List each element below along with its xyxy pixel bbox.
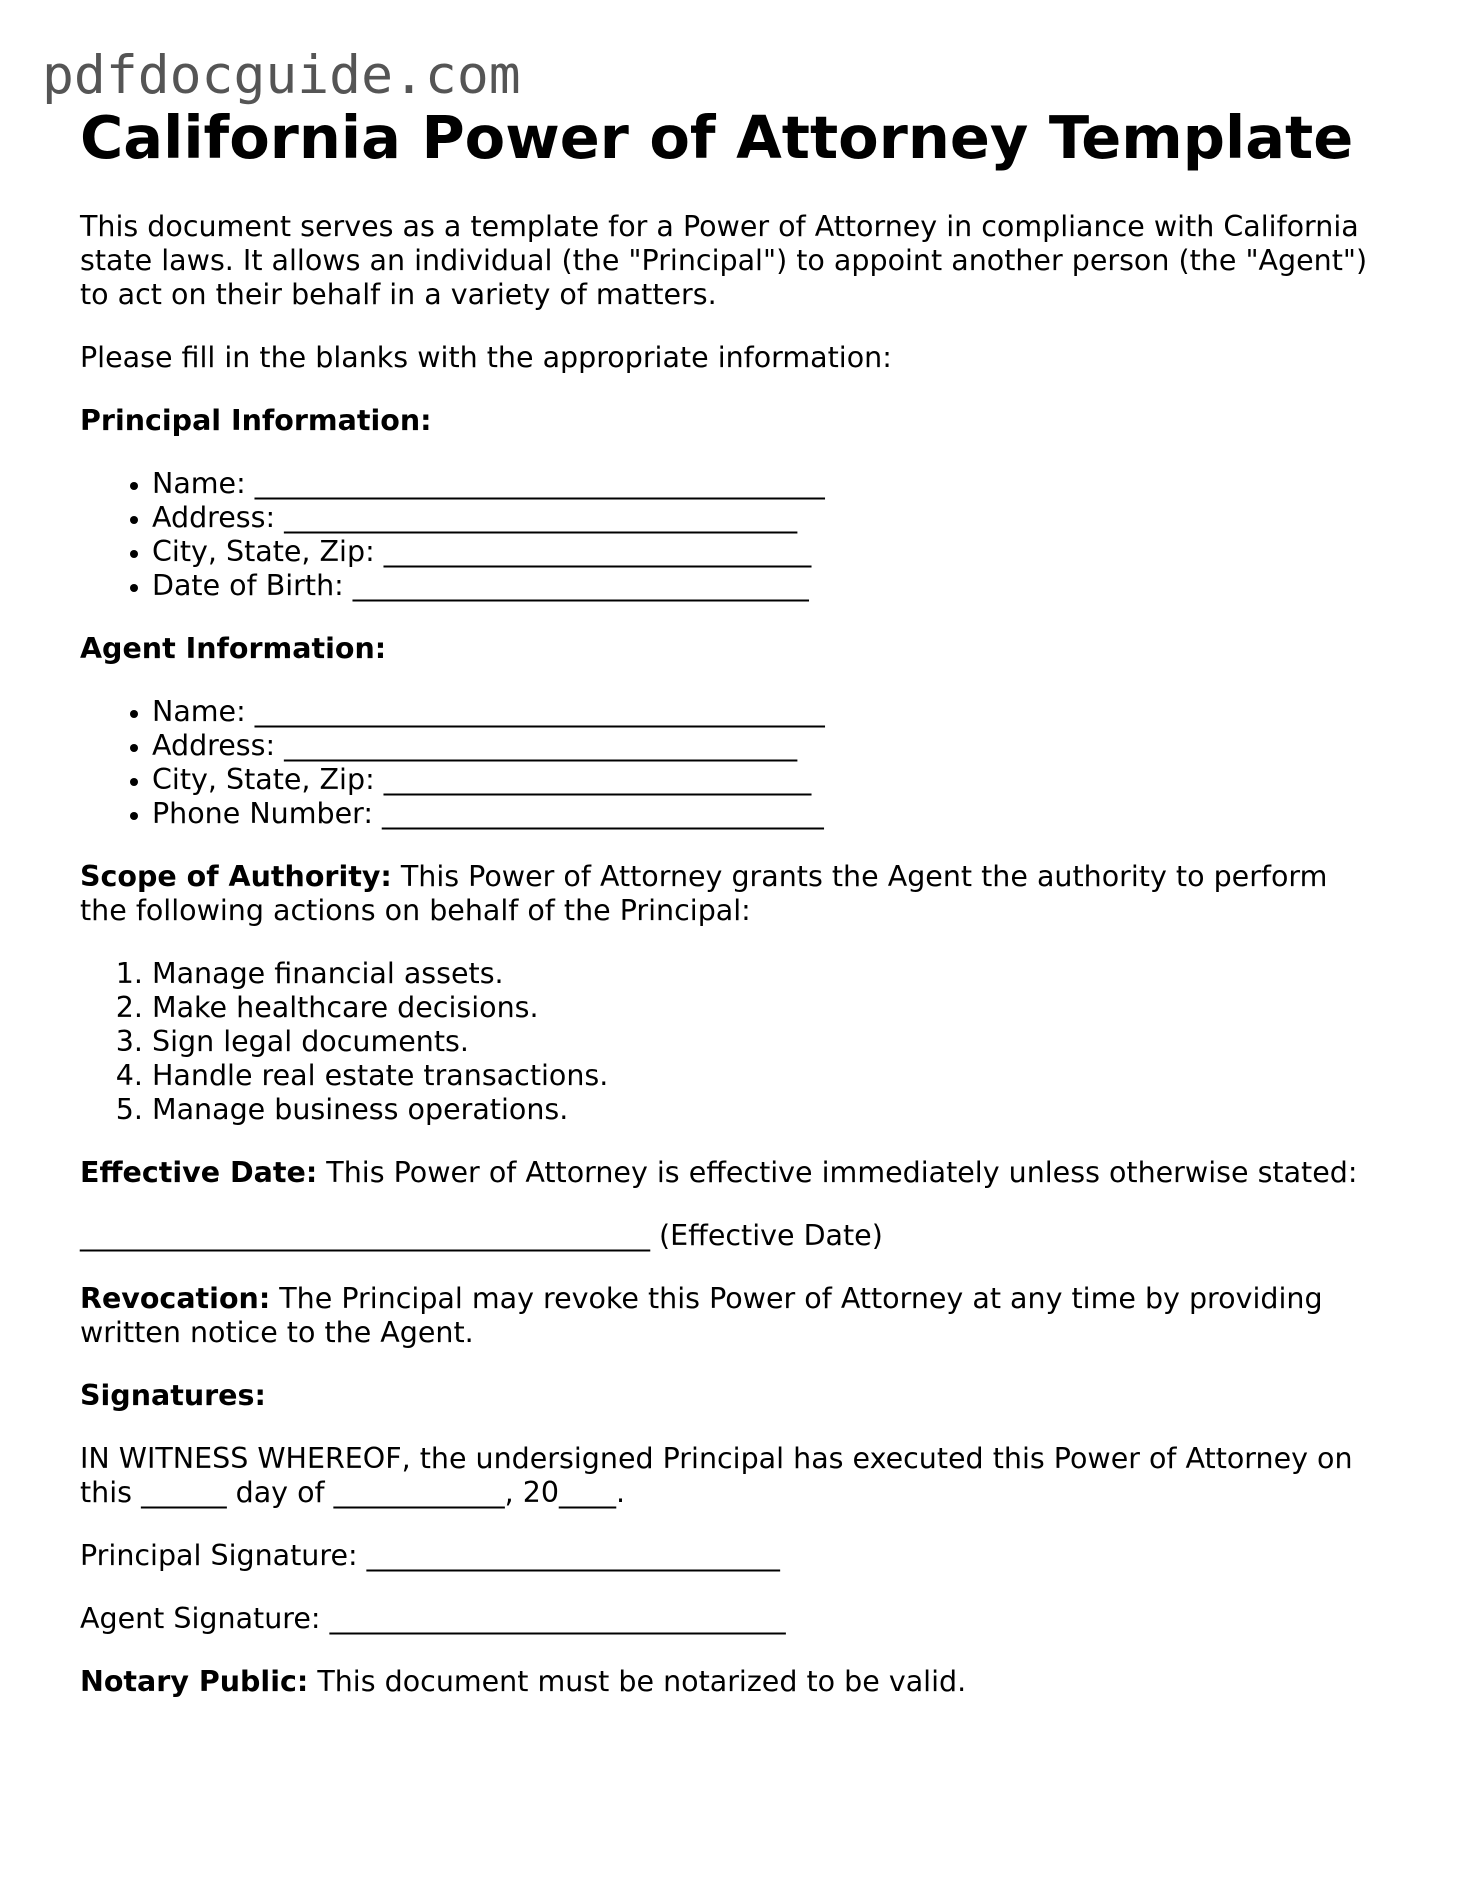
scope-item: 1. Manage financial assets.	[152, 957, 1380, 991]
signatures-heading-label: Signatures:	[80, 1379, 266, 1412]
revocation-paragraph	[80, 1282, 1380, 1350]
effective-date-field[interactable]: ________________________________________ (Effective Date)	[80, 1219, 883, 1252]
document-title: California Power of Attorney Template	[80, 103, 1354, 172]
agent-phone-field[interactable]: • Phone Number: _______________________________	[152, 797, 1380, 831]
agent-address-field[interactable]: • Address: ____________________________________	[152, 729, 1380, 763]
principal-heading	[80, 404, 1380, 438]
intro-paragraph: This document serves as a template for a Power of Attorney in compliance with California state laws. It allows an individual (the "Principal") to appoint another person (the "Agent") to act on their behalf in a variety of matters.	[80, 210, 1368, 311]
principal-heading-label: Principal Information:	[80, 404, 432, 437]
principal-name-field[interactable]: • Name: ________________________________________	[152, 467, 1380, 501]
notary-text: This document must be notarized to be valid.	[308, 1665, 967, 1698]
scope-item: 2. Make healthcare decisions.	[152, 991, 1380, 1025]
scope-item: 5. Manage business operations.	[152, 1093, 1380, 1127]
scope-paragraph	[80, 860, 1380, 928]
principal-dob-field[interactable]: • Date of Birth: ________________________________	[152, 569, 1380, 603]
document-text	[80, 210, 1380, 1728]
scope-item: 4. Handle real estate transactions.	[152, 1059, 1380, 1093]
notary-heading: Notary Public:	[80, 1665, 309, 1698]
witness-paragraph[interactable]: IN WITNESS WHEREOF, the undersigned Principal has executed this Power of Attorney on this ______ day of ____________, 20____.	[80, 1442, 1353, 1509]
scope-item: 3. Sign legal documents.	[152, 1025, 1380, 1059]
watermark: pdfdocguide.com	[42, 45, 521, 106]
agent-heading-label: Agent Information:	[80, 632, 387, 665]
revocation-heading: Revocation:	[80, 1282, 271, 1315]
notary-paragraph	[80, 1665, 1380, 1699]
instructions-paragraph: Please fill in the blanks with the appropriate information:	[80, 341, 892, 374]
principal-address-field[interactable]: • Address: ____________________________________	[152, 501, 1380, 535]
effective-heading: Effective Date:	[80, 1156, 318, 1189]
revocation-text: The Principal may revoke this Power of Attorney at any time by providing written notice to the Agent.	[80, 1282, 1323, 1349]
agent-city-state-zip-field[interactable]: • City, State, Zip: ______________________________	[152, 763, 1380, 797]
principal-signature-field[interactable]: Principal Signature: _____________________________	[80, 1539, 780, 1572]
agent-fields-list	[80, 695, 1380, 831]
effective-paragraph	[80, 1156, 1380, 1190]
scope-list	[80, 957, 1380, 1127]
scope-text: This Power of Attorney grants the Agent the authority to perform the following actions on behalf of the Principal:	[80, 860, 1328, 927]
principal-fields-list	[80, 467, 1380, 603]
scope-heading: Scope of Authority:	[80, 860, 392, 893]
principal-city-state-zip-field[interactable]: • City, State, Zip: ______________________________	[152, 535, 1380, 569]
agent-heading	[80, 632, 1380, 666]
signatures-heading	[80, 1379, 1380, 1413]
agent-name-field[interactable]: • Name: ________________________________________	[152, 695, 1380, 729]
effective-text: This Power of Attorney is effective immediately unless otherwise stated:	[317, 1156, 1358, 1189]
agent-signature-field[interactable]: Agent Signature: ________________________________	[80, 1602, 786, 1635]
